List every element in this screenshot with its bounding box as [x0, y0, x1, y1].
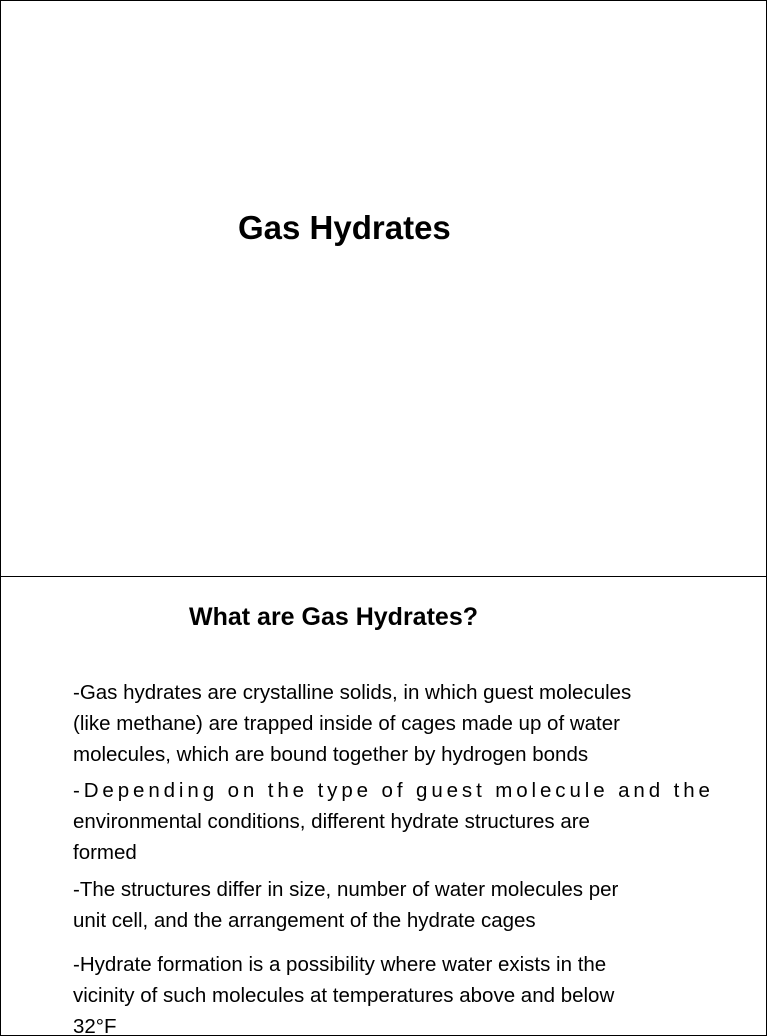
bullet-line: -Gas hydrates are crystalline solids, in which guest molecules [73, 681, 632, 704]
bullet-paragraph [73, 677, 742, 770]
bullet-paragraph [73, 949, 742, 1036]
bullet-line: (like methane) are trapped inside of cages made up of water [73, 712, 620, 735]
bullet-line: -Depending on the type of guest molecule and the [73, 779, 714, 802]
bullet-line: -Hydrate formation is a possibility where water exists in the [73, 953, 607, 976]
bullet-line: vicinity of such molecules at temperatures above and below [73, 984, 615, 1007]
bullet-paragraph [73, 874, 742, 936]
bullet-line: 32°F [73, 1015, 117, 1036]
content-slide [0, 576, 767, 1036]
bullet-line: -The structures differ in size, number of water molecules per [73, 878, 619, 901]
bullet-line: formed [73, 841, 137, 864]
bullet-line: environmental conditions, different hydrate structures are [73, 810, 590, 833]
bullet-line: unit cell, and the arrangement of the hydrate cages [73, 909, 536, 932]
bullet-paragraph [73, 775, 742, 868]
slide-heading: What are Gas Hydrates? [189, 603, 478, 631]
bullet-line: molecules, which are bound together by hydrogen bonds [73, 743, 589, 766]
slide-title: Gas Hydrates [238, 209, 451, 246]
